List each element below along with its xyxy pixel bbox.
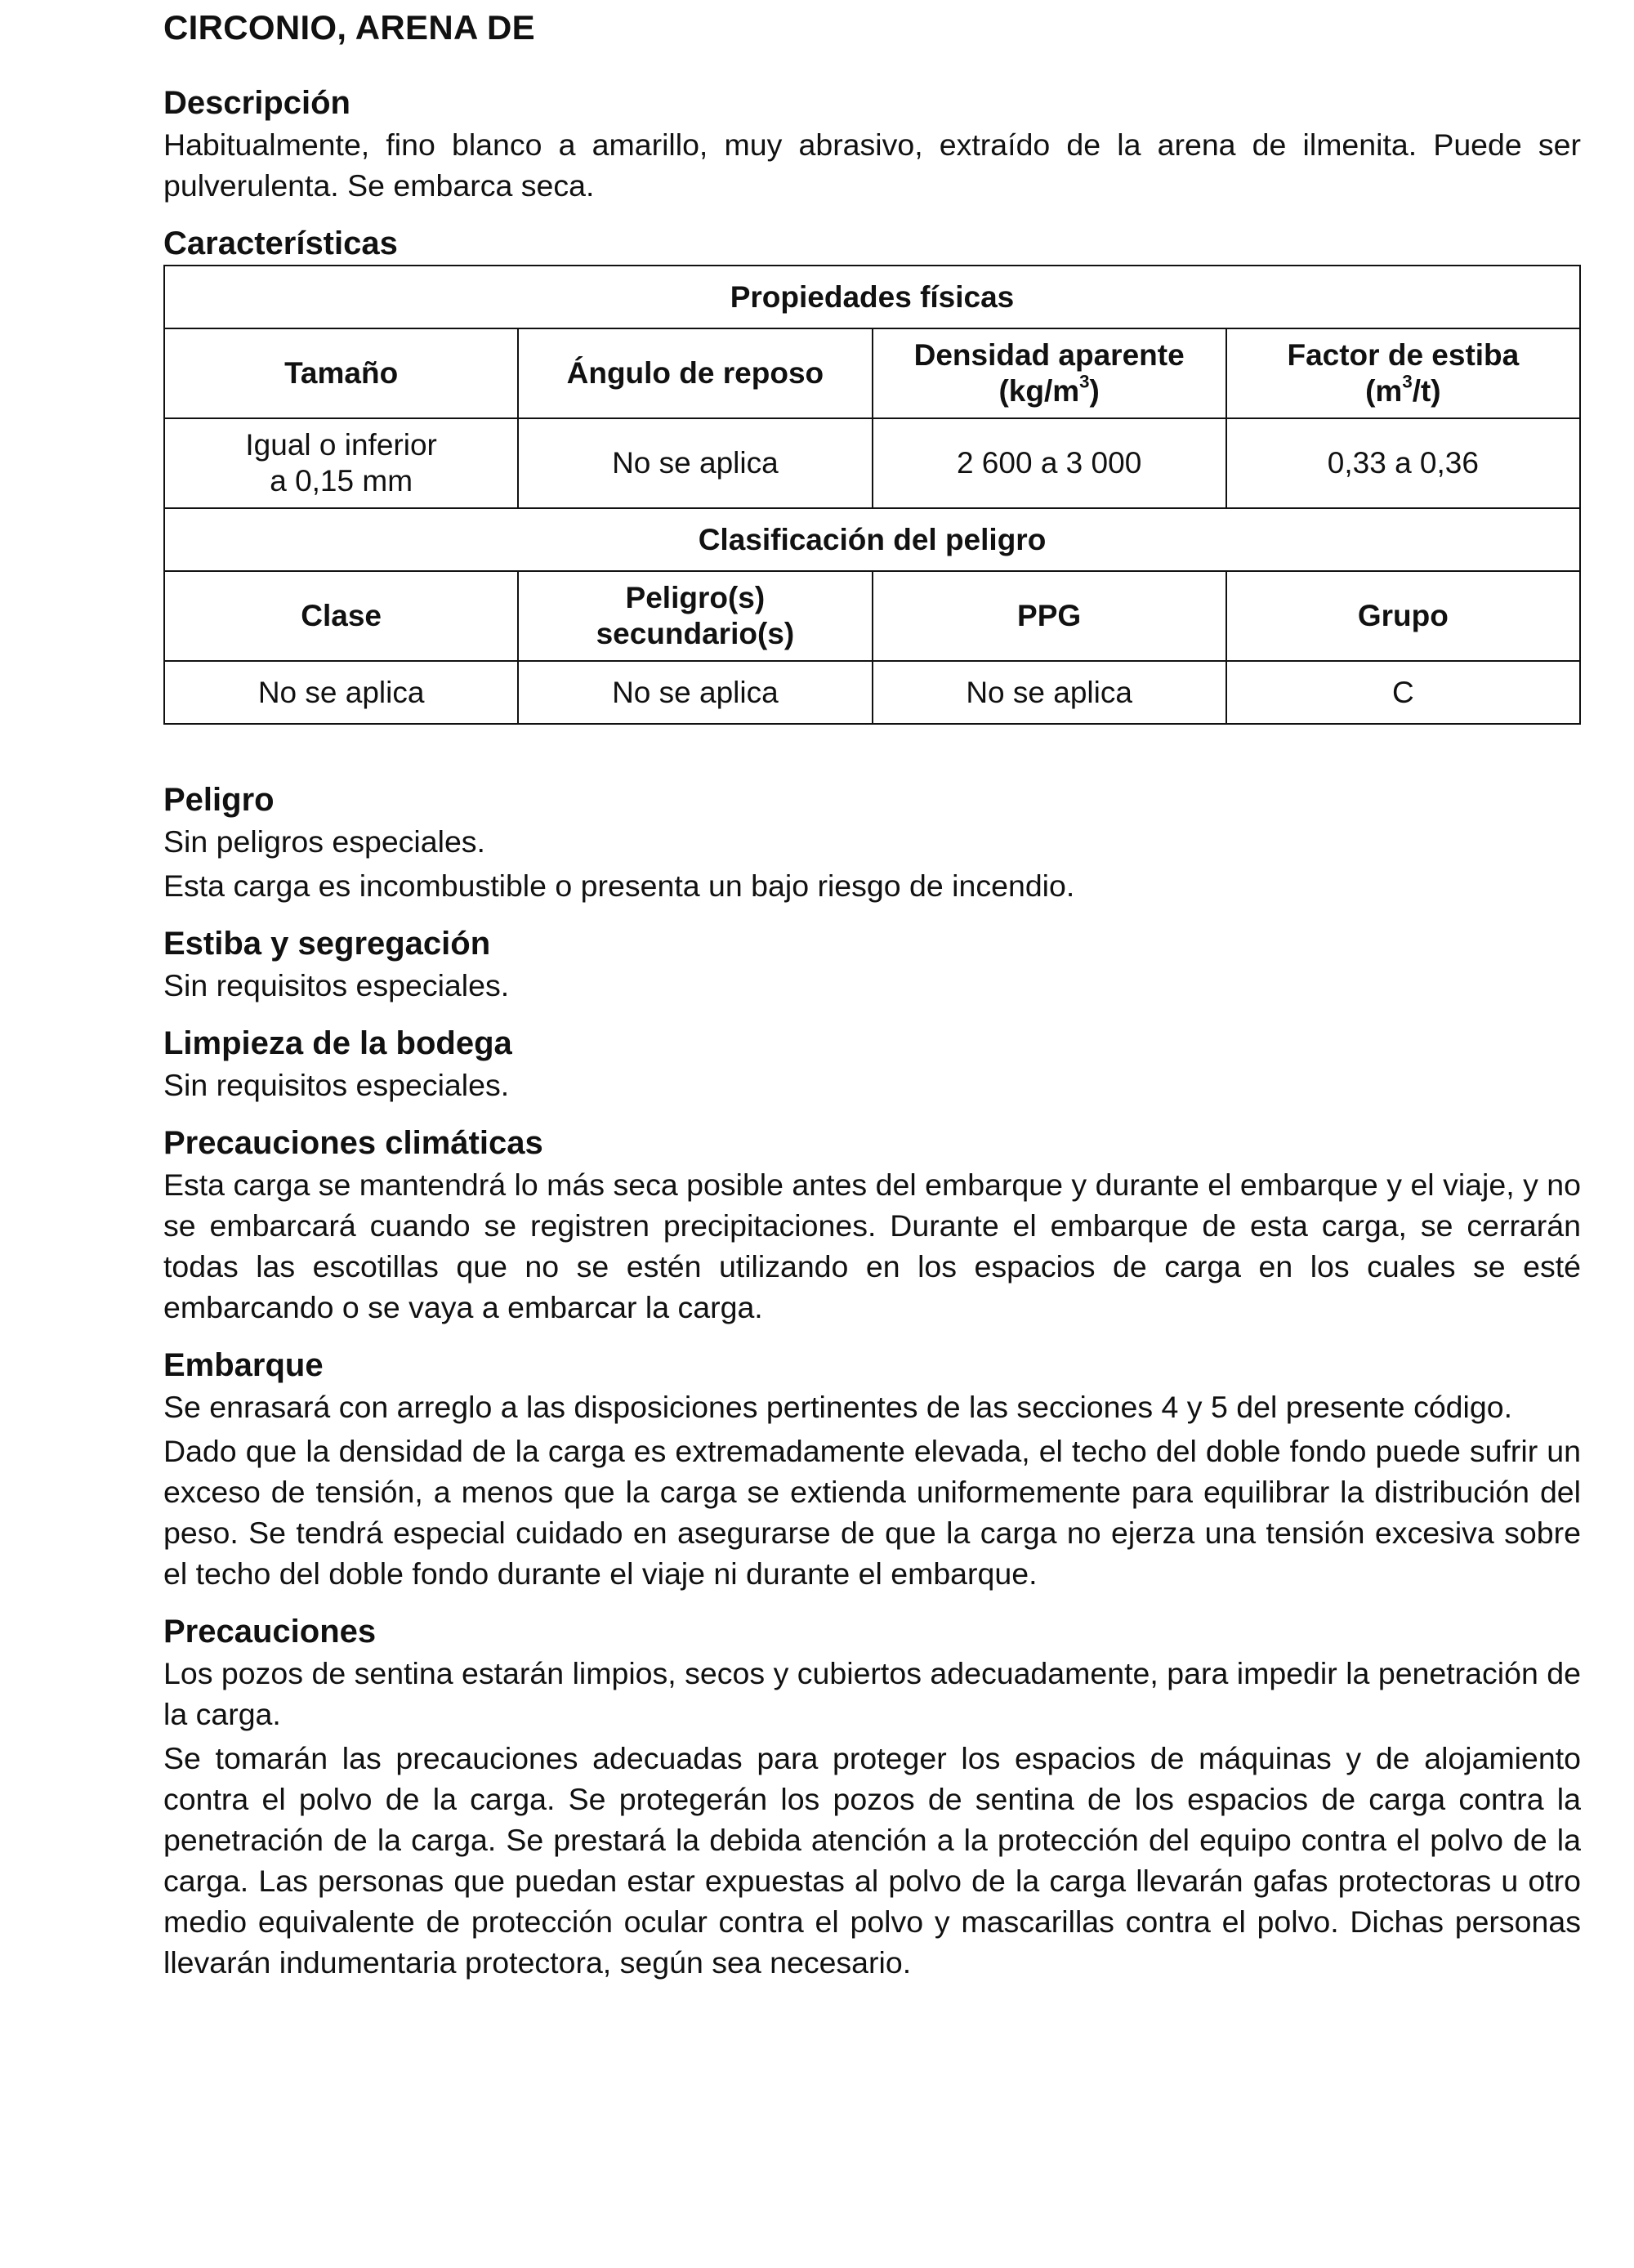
description-section (163, 82, 1581, 206)
hazard-line-1: Sin peligros especiales. (163, 824, 485, 859)
stowage-value: 0,33 a 0,36 (1226, 418, 1580, 508)
col-group-header: Grupo (1226, 571, 1580, 661)
characteristics-section (163, 222, 1581, 725)
density-value: 2 600 a 3 000 (873, 418, 1226, 508)
density-unit-close: ) (1089, 374, 1100, 408)
density-unit-exponent: 3 (1079, 371, 1090, 392)
stowage-unit (1234, 373, 1573, 409)
density-label: Densidad aparente (913, 338, 1185, 372)
physical-properties-header: Propiedades físicas (164, 266, 1580, 328)
loading-heading: Embarque (163, 1347, 324, 1383)
col-angle-header: Ángulo de reposo (518, 328, 872, 418)
group-value: C (1226, 661, 1580, 724)
description-heading: Descripción (163, 85, 350, 121)
stowage-section (163, 922, 1581, 1006)
col-size-header: Tamaño (164, 328, 518, 418)
characteristics-table (163, 265, 1581, 725)
col-class-header: Clase (164, 571, 518, 661)
col-ppg-header: PPG (873, 571, 1226, 661)
stowage-unit-close: /t) (1412, 374, 1441, 408)
precautions-paragraph-1: Los pozos de sentina estarán limpios, secos y cubiertos adecuadamente, para impedir la penetración de la carga. (163, 1656, 1581, 1731)
size-value-line2: a 0,15 mm (270, 464, 413, 498)
hazard-classification-header: Clasificación del peligro (164, 508, 1580, 571)
size-value (164, 418, 518, 508)
col-stowage-header (1226, 328, 1580, 418)
table-row (164, 266, 1580, 328)
stowage-text: Sin requisitos especiales. (163, 968, 510, 1002)
hold-cleanliness-heading: Limpieza de la bodega (163, 1025, 512, 1061)
precautions-heading: Precauciones (163, 1614, 377, 1650)
angle-value: No se aplica (518, 418, 872, 508)
hazard-line-2: Esta carga es incombustible o presenta un bajo riesgo de incendio. (163, 868, 1075, 903)
document-content (163, 0, 1581, 1983)
ppg-value: No se aplica (873, 661, 1226, 724)
stowage-label: Factor de estiba (1287, 338, 1520, 372)
secondary-header-line1: Peligro(s) (625, 581, 766, 614)
document-title: CIRCONIO, ARENA DE (163, 8, 535, 47)
hazard-section (163, 779, 1581, 906)
density-unit (880, 373, 1219, 409)
col-density-header (873, 328, 1226, 418)
stowage-unit-exponent: 3 (1402, 371, 1413, 392)
table-row (164, 418, 1580, 508)
weather-text: Esta carga se mantendrá lo más seca posible antes del embarque y durante el embarque y el viaje, y no se embarcará cuando se registren precipitaciones. Durante el embarque de esta carga, se cerrarán todas las escotillas que no se estén utilizando en los espacios de carga en los cuales se esté embarcando o se vaya a embarcar la carga. (163, 1167, 1581, 1324)
table-row (164, 508, 1580, 571)
table-row (164, 661, 1580, 724)
col-secondary-header (518, 571, 872, 661)
table-row (164, 571, 1580, 661)
loading-paragraph-2: Dado que la densidad de la carga es extremadamente elevada, el techo del doble fondo puede sufrir un exceso de tensión, a menos que la carga se extienda uniformemente para equilibrar la distribución del peso. Se tendrá especial cuidado en asegurarse de que la carga no ejerza una tensión excesiva sobre el techo del doble fondo durante el viaje ni durante el embarque. (163, 1434, 1581, 1591)
density-unit-base: (kg/m (998, 374, 1080, 408)
class-value: No se aplica (164, 661, 518, 724)
loading-section (163, 1344, 1581, 1594)
table-row (164, 328, 1580, 418)
loading-paragraph-1: Se enrasará con arreglo a las disposiciones pertinentes de las secciones 4 y 5 del presente código. (163, 1390, 1512, 1424)
hazard-heading: Peligro (163, 782, 275, 818)
hold-cleanliness-text: Sin requisitos especiales. (163, 1068, 510, 1102)
secondary-header-line2: secundario(s) (596, 617, 795, 650)
weather-section (163, 1122, 1581, 1328)
hold-cleanliness-section (163, 1022, 1581, 1105)
weather-heading: Precauciones climáticas (163, 1125, 543, 1161)
secondary-value: No se aplica (518, 661, 872, 724)
characteristics-heading: Características (163, 225, 398, 261)
precautions-paragraph-2: Se tomarán las precauciones adecuadas para proteger los espacios de máquinas y de alojamiento contra el polvo de la carga. Se protegerán los pozos de sentina de los espacios de carga contra la penetración de la carga. Se prestará la debida atención a la protección del equipo contra el polvo de la carga. Las personas que puedan estar expuestas al polvo de la carga llevarán gafas protectoras u otro medio equivalente de protección ocular contra el polvo y mascarillas contra el polvo. Dichas personas llevarán indumentaria protectora, según sea necesario. (163, 1741, 1581, 1980)
description-text: Habitualmente, fino blanco a amarillo, muy abrasivo, extraído de la arena de ilmenita. Puede ser pulverulenta. Se embarca seca. (163, 127, 1581, 203)
precautions-section (163, 1610, 1581, 1983)
stowage-unit-base: (m (1365, 374, 1403, 408)
stowage-heading: Estiba y segregación (163, 926, 491, 962)
size-value-line1: Igual o inferior (245, 428, 437, 462)
